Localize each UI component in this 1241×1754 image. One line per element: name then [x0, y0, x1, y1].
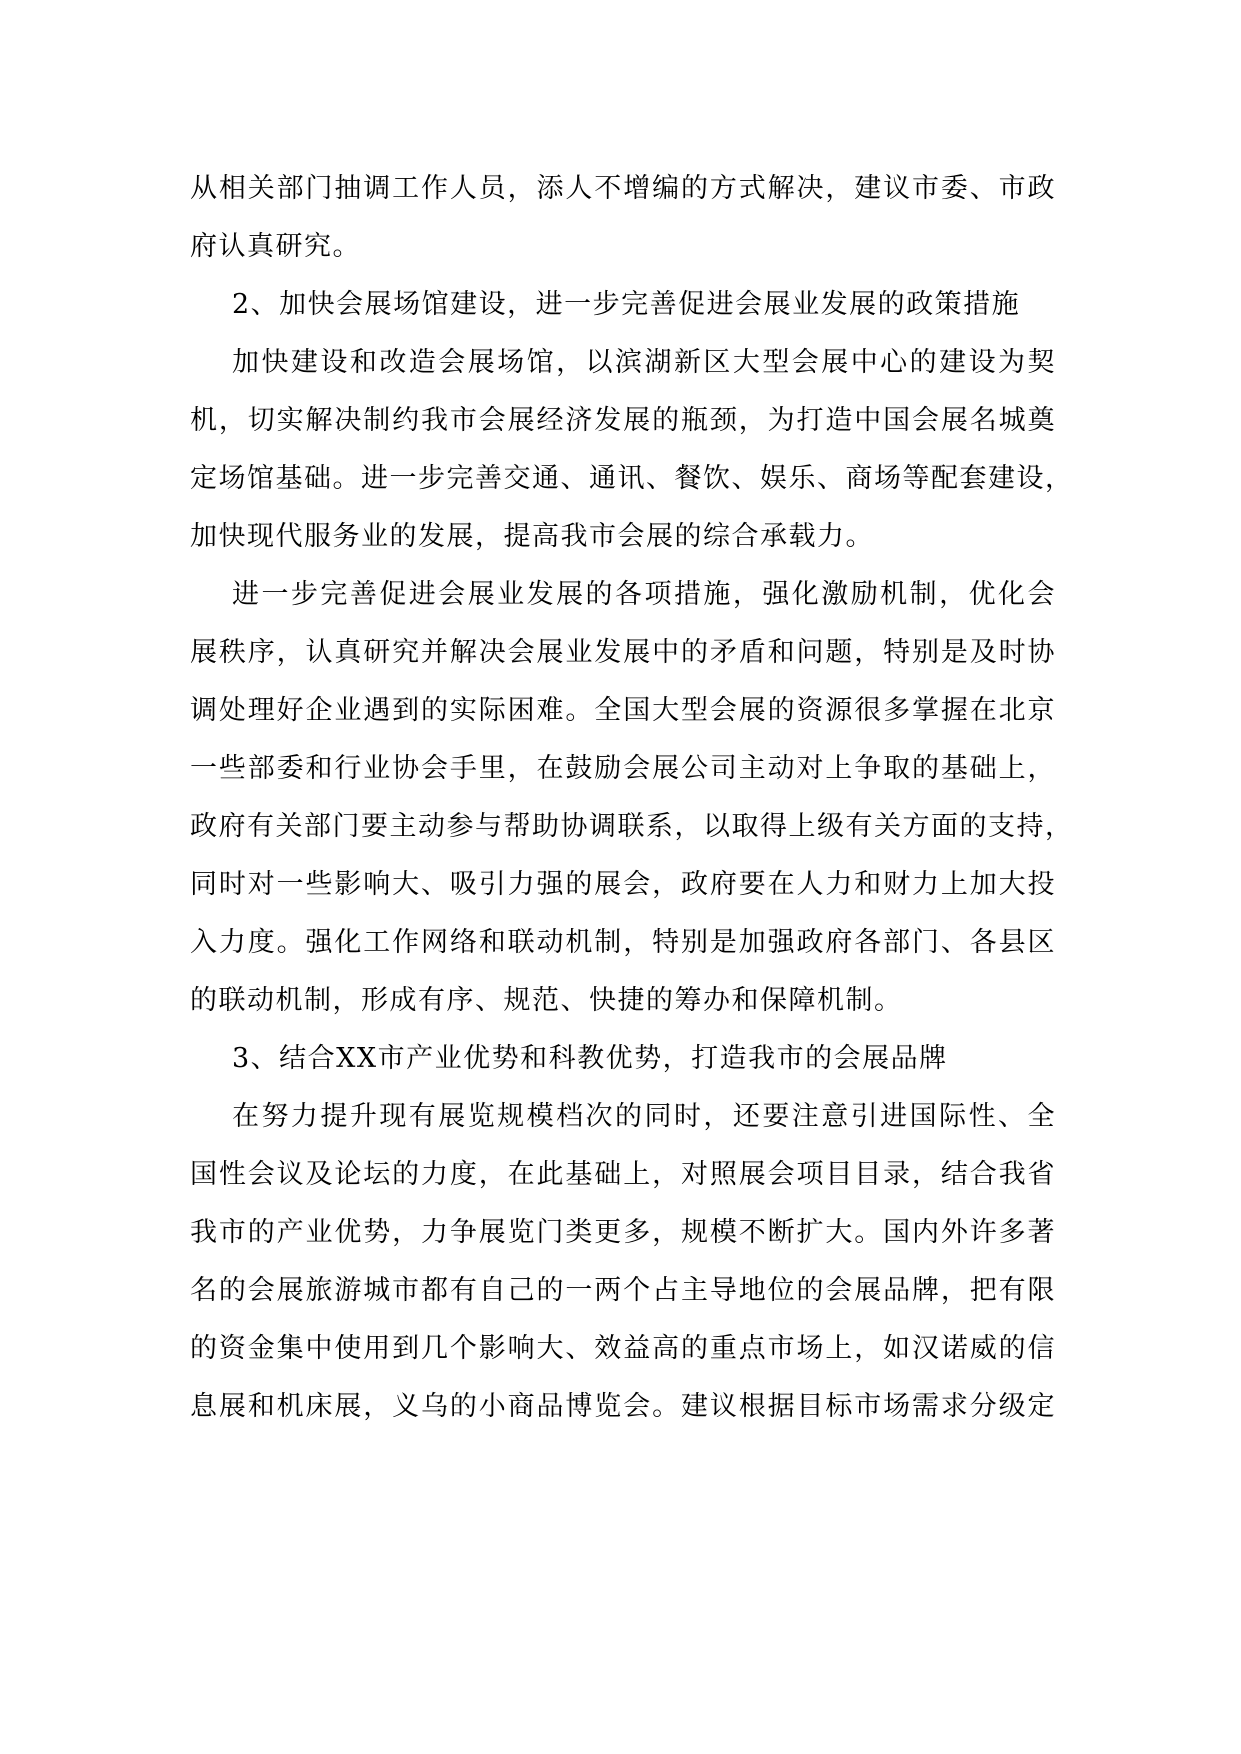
- text-line: 的联动机制，形成有序、规范、快捷的筹办和保障机制。: [190, 985, 903, 1016]
- text-line: 入力度。强化工作网络和联动机制，特别是加强政府各部门、各县区: [190, 927, 1056, 958]
- text-line: 国性会议及论坛的力度，在此基础上，对照展会项目目录，结合我省: [190, 1159, 1056, 1190]
- text-line: 息展和机床展，义乌的小商品博览会。建议根据目标市场需求分级定: [190, 1391, 1056, 1422]
- text-line: 我市的产业优势，力争展览门类更多，规模不断扩大。国内外许多著: [190, 1217, 1056, 1248]
- text-line: 的资金集中使用到几个影响大、效益高的重点市场上，如汉诺威的信: [190, 1333, 1056, 1364]
- text-line: 从相关部门抽调工作人员，添人不增编的方式解决，建议市委、市政: [190, 173, 1056, 204]
- text-line: 政府有关部门要主动参与帮助协调联系，以取得上级有关方面的支持，: [190, 811, 1074, 842]
- text-line: 加快现代服务业的发展，提高我市会展的综合承载力。: [190, 521, 874, 552]
- text-line: 一些部委和行业协会手里，在鼓励会展公司主动对上争取的基础上，: [190, 753, 1056, 784]
- text-line: 进一步完善促进会展业发展的各项措施，强化激励机制，优化会: [232, 579, 1056, 610]
- text-line: 名的会展旅游城市都有自己的一两个占主导地位的会展品牌，把有限: [190, 1275, 1056, 1306]
- text-line: 府认真研究。: [190, 231, 361, 262]
- text-line: 调处理好企业遇到的实际困难。全国大型会展的资源很多掌握在北京: [190, 695, 1056, 726]
- text-line: 在努力提升现有展览规模档次的同时，还要注意引进国际性、全: [232, 1101, 1056, 1132]
- document-body: [190, 160, 1074, 1436]
- section-heading: 2、加快会展场馆建设，进一步完善促进会展业发展的政策措施: [232, 289, 1021, 320]
- text-line: 同时对一些影响大、吸引力强的展会，政府要在人力和财力上加大投: [190, 869, 1056, 900]
- text-line: 机，切实解决制约我市会展经济发展的瓶颈，为打造中国会展名城奠: [190, 405, 1056, 436]
- text-line: 加快建设和改造会展场馆，以滨湖新区大型会展中心的建设为契: [232, 347, 1056, 378]
- text-line: 展秩序，认真研究并解决会展业发展中的矛盾和问题，特别是及时协: [190, 637, 1056, 668]
- text-line: 定场馆基础。进一步完善交通、通讯、餐饮、娱乐、商场等配套建设，: [190, 463, 1074, 494]
- section-heading: 3、结合XX市产业优势和科教优势，打造我市的会展品牌: [232, 1043, 948, 1074]
